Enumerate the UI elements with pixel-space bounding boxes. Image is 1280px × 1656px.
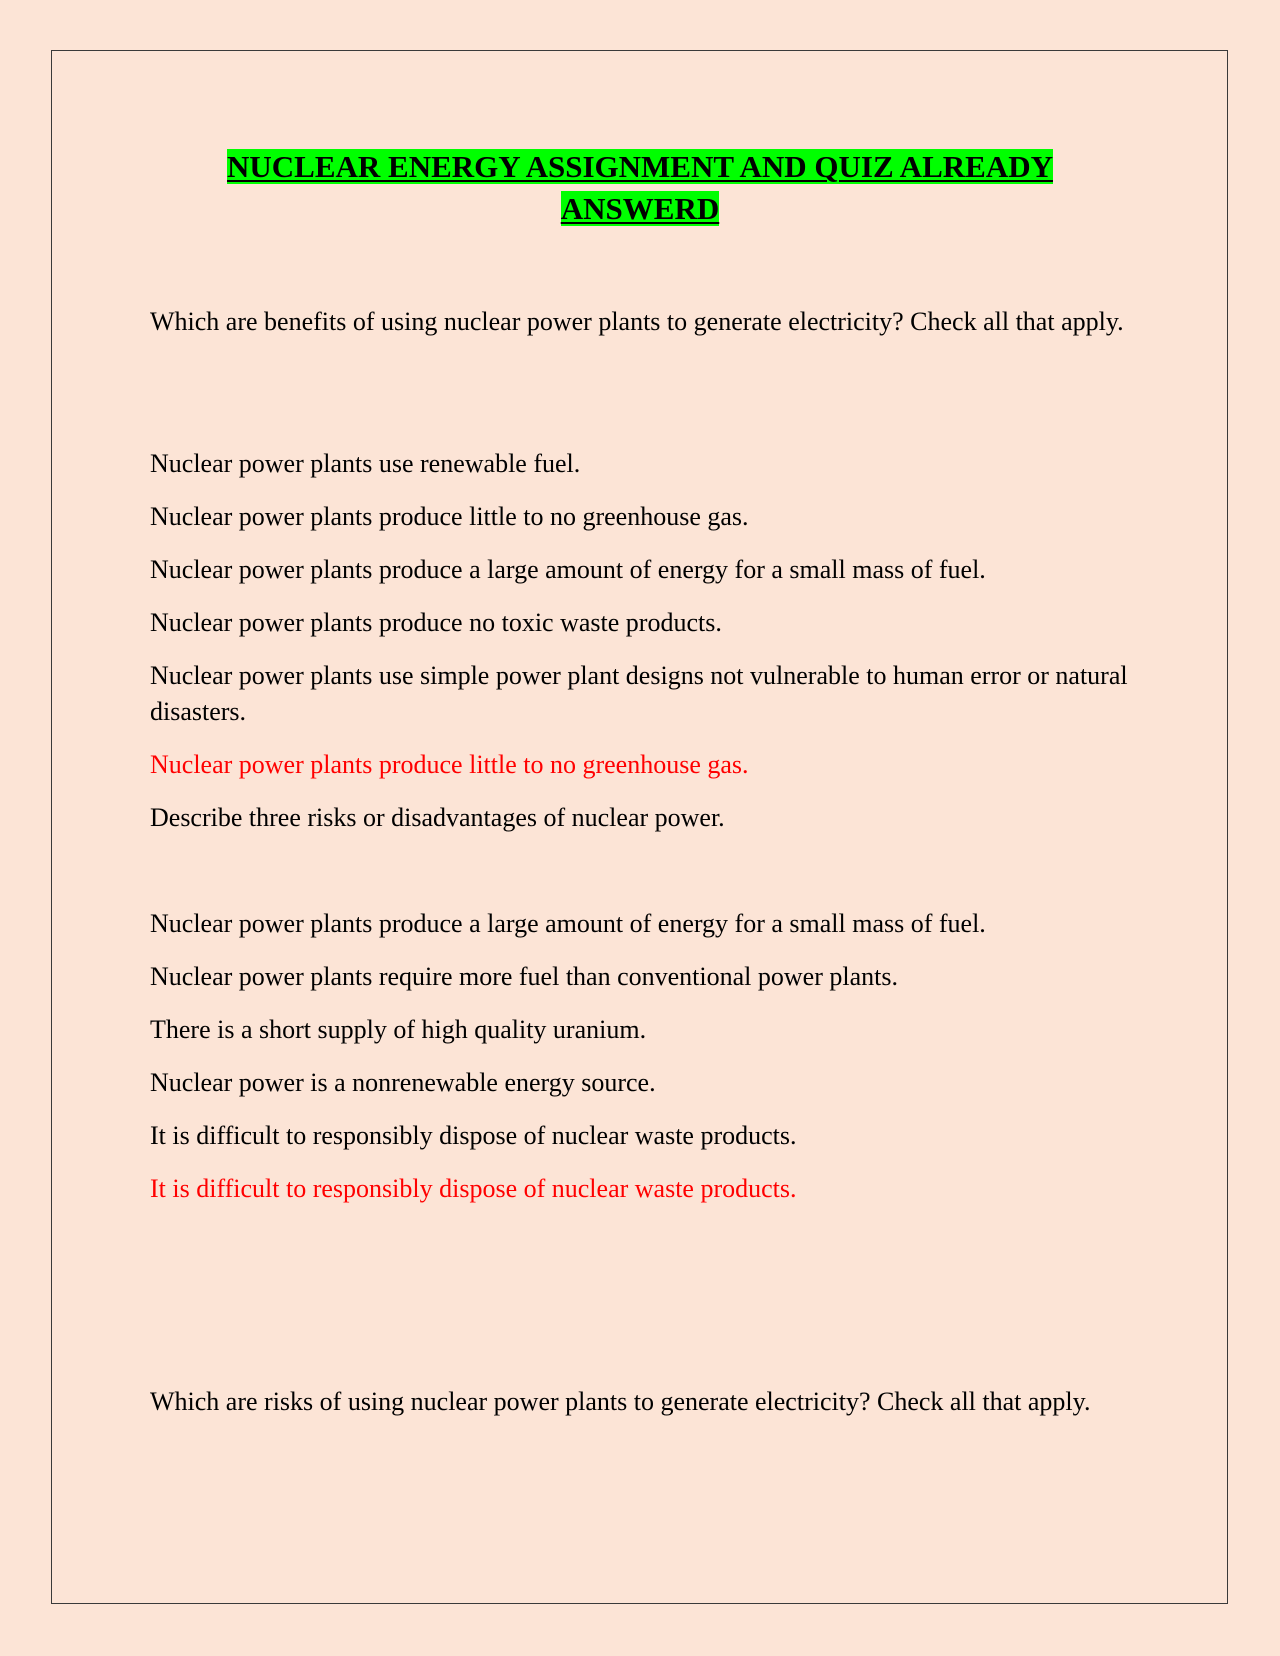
question-1-option: Nuclear power plants use renewable fuel. <box>150 449 581 478</box>
question-2-answer: It is difficult to responsibly dispose of nuclear waste products. <box>150 1174 797 1203</box>
question-1-prompt: Which are benefits of using nuclear power plants to generate electricity? Check all that apply. <box>150 307 1124 336</box>
title-line-2: ANSWERD <box>560 191 720 226</box>
question-1-answer: Nuclear power plants produce little to no greenhouse gas. <box>150 750 749 779</box>
question-1-option: Nuclear power plants produce little to no greenhouse gas. <box>150 502 749 531</box>
question-2-option: It is difficult to responsibly dispose of nuclear waste products. <box>150 1121 797 1150</box>
question-2-option: Nuclear power plants require more fuel than conventional power plants. <box>150 962 898 991</box>
document-title <box>150 146 1130 230</box>
question-2-prompt: Describe three risks or disadvantages of nuclear power. <box>150 803 725 832</box>
question-2-option: Nuclear power is a nonrenewable energy source. <box>150 1068 656 1097</box>
question-1-option: Nuclear power plants use simple power plant designs not vulnerable to human error or natural disasters. <box>150 661 1128 726</box>
question-2-option: Nuclear power plants produce a large amount of energy for a small mass of fuel. <box>150 909 986 938</box>
title-line-1: NUCLEAR ENERGY ASSIGNMENT AND QUIZ ALREADY <box>227 149 1053 184</box>
question-3-prompt: Which are risks of using nuclear power plants to generate electricity? Check all that apply. <box>150 1387 1091 1416</box>
question-1-option: Nuclear power plants produce a large amount of energy for a small mass of fuel. <box>150 555 986 584</box>
question-1-option: Nuclear power plants produce no toxic waste products. <box>150 608 722 637</box>
question-2-option: There is a short supply of high quality uranium. <box>150 1015 647 1044</box>
